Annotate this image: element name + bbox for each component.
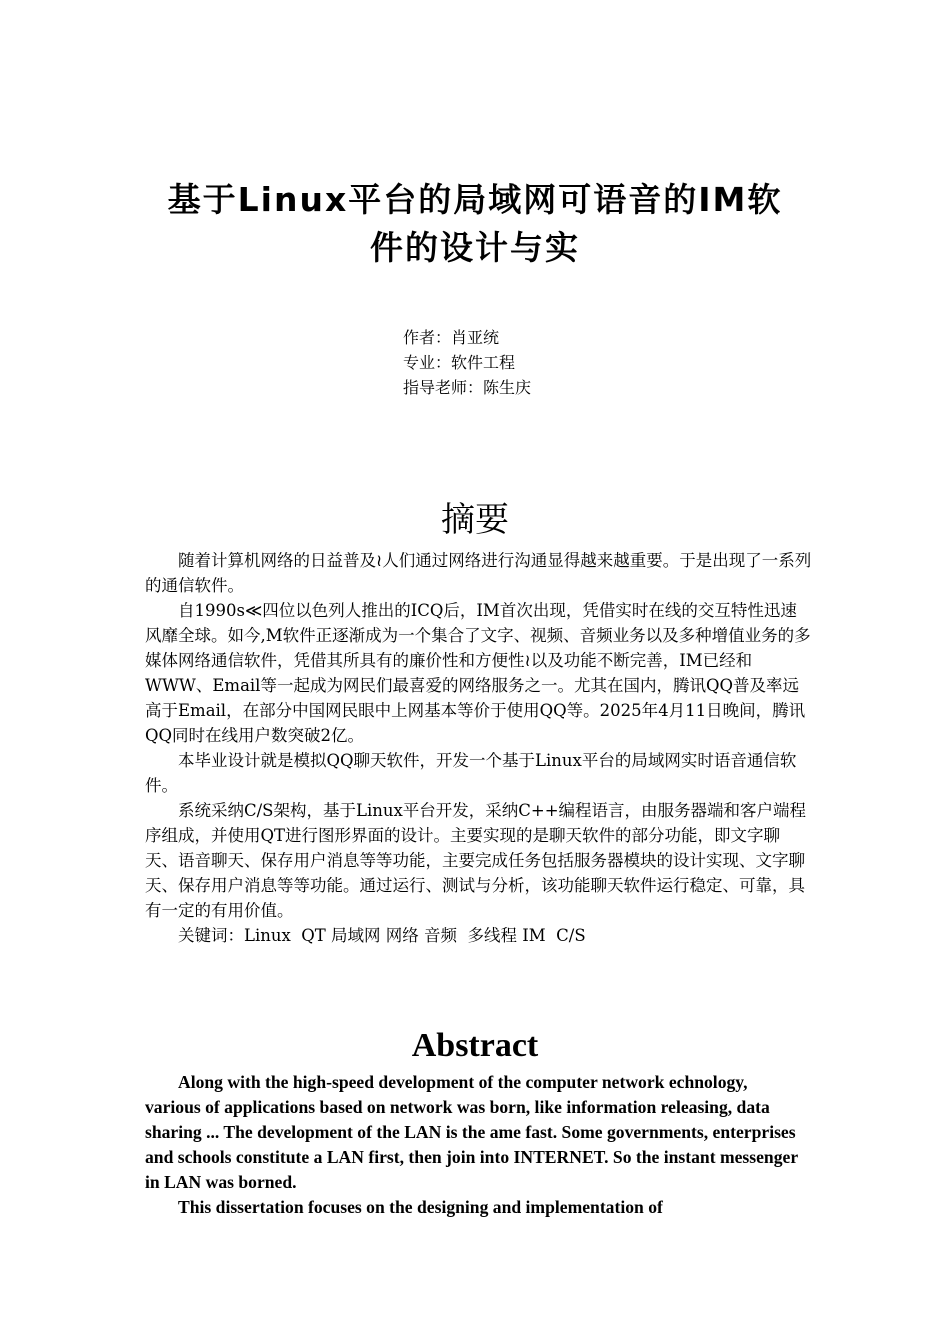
title-line-2: 件的设计与实 bbox=[370, 228, 580, 267]
en-paragraph: Along with the high-speed development of the computer network echnology, various of applications based on network was born, like information releasing, data sharing ... The development of the LAN is the ame fast. Some governments, enterprises and schools constitute a LAN first, then join into INTERNET. So the instant messenger in LAN was borned. bbox=[145, 1072, 798, 1192]
cn-paragraph: 自1990s≪四位以色列人推出的ICQ后，IM首次出现，凭借实时在线的交互特性迅速风靡全球。如今,M软件正逐渐成为一个集合了文字、视频、音频业务以及多种增值业务的多媒体网络通信软件，凭借其所具有的廉价性和方便性≀以及功能不断完善，IM已经和WWW、Email等一起成为网民们最喜爱的网络服务之一。尤其在国内，腾讯QQ普及率远高于Email，在部分中国网民眼中上网基本等价于使用QQ等。2025年4月11日晚间，腾讯QQ同时在线用户数突破2亿。 bbox=[145, 601, 811, 745]
cn-paragraph: 系统采纳C/S架构，基于Linux平台开发，采纳C++编程语言，由服务器端和客户端程序组成，并使用QT进行图形界面的设计。主要实现的是聊天软件的部分功能，即文字聊天、语音聊天、保存用户消息等等功能，主要完成任务包括服务器模块的设计实现、文字聊天、保存用户消息等等功能。通过运行、测试与分析，该功能聊天软件运行稳定、可靠，具有一定的有用价值。 bbox=[145, 801, 807, 920]
document-title bbox=[120, 176, 830, 272]
advisor-line: 指导老师：陈生庆 bbox=[403, 378, 532, 397]
author-info bbox=[403, 325, 531, 400]
chinese-abstract-body bbox=[145, 548, 813, 948]
cn-paragraph: 随着计算机网络的日益普及≀人们通过网络进行沟通显得越来越重要。于是出现了一系列的通信软件。 bbox=[145, 551, 812, 595]
author-line: 作者：肖亚统 bbox=[403, 328, 500, 347]
major-line: 专业：软件工程 bbox=[403, 353, 516, 372]
english-abstract-heading: Abstract bbox=[411, 1027, 539, 1064]
en-paragraph: This dissertation focuses on the designing and implementation of bbox=[178, 1197, 663, 1217]
english-abstract-body bbox=[145, 1070, 805, 1220]
cn-keywords: 关键词：Linux QT 局域网 网络 音频 多线程 IM C/S bbox=[178, 926, 586, 945]
cn-paragraph: 本毕业设计就是模拟QQ聊天软件，开发一个基于Linux平台的局域网实时语音通信软件。 bbox=[145, 751, 797, 795]
chinese-abstract-heading: 摘要 bbox=[441, 500, 509, 540]
title-line-1: 基于Linux平台的局域网可语音的IM软 bbox=[167, 180, 783, 219]
